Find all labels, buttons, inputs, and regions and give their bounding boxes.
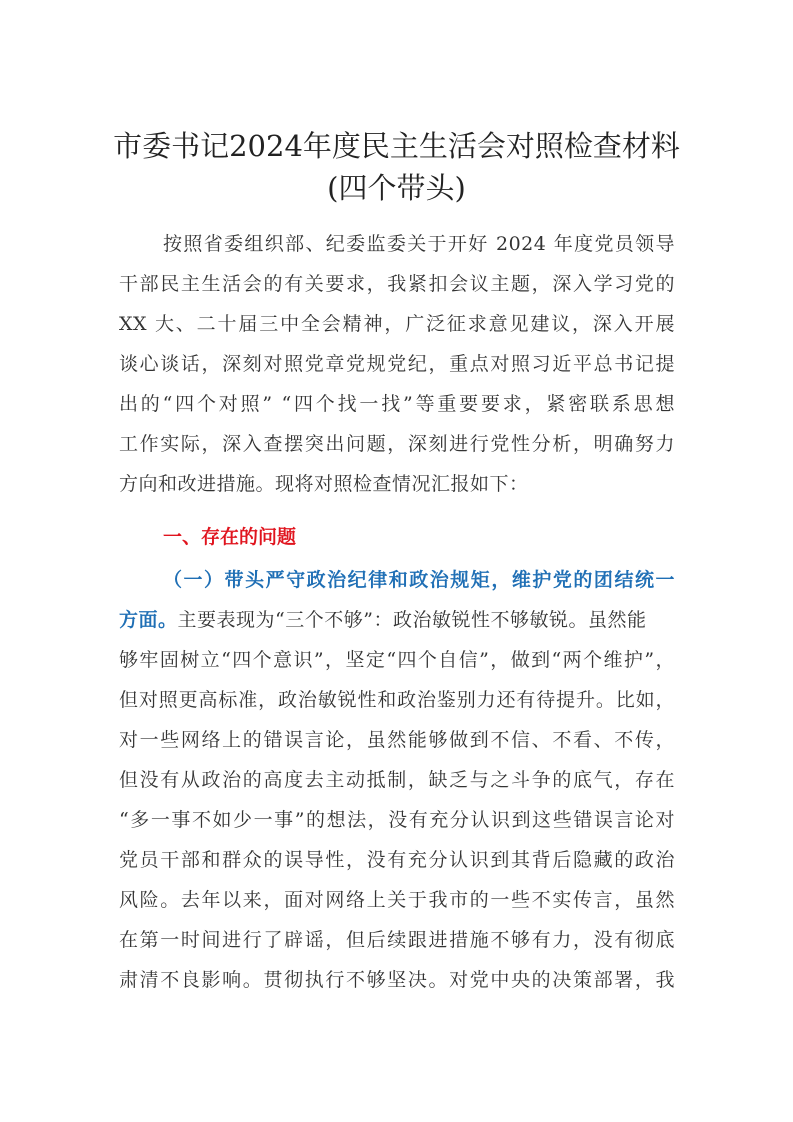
text-line: 党员干部和群众的误导性，没有充分认识到其背后隐藏的政治 [119, 849, 675, 871]
section-heading: 一、存在的问题 [163, 526, 297, 548]
text-run: 主要表现为“三个不够”：政治敏锐性不够敏锐。虽然能 [177, 609, 647, 631]
text-line: 干部民主生活会的有关要求，我紧扣会议主题，深入学习党的 [119, 273, 675, 295]
subsection-heading: （一）带头严守政治纪律和政治规矩，维护党的团结统一 [163, 569, 675, 591]
text-line: 方向和改进措施。现将对照检查情况汇报如下： [119, 473, 529, 495]
text-line [119, 606, 675, 634]
text-line: 在第一时间进行了辟谣，但后续跟进措施不够有力，没有彻底 [119, 929, 675, 951]
text-line: 对一些网络上的错误言论，虽然能够做到不信、不看、不传， [119, 729, 675, 751]
document-title: 市委书记2024年度民主生活会对照检查材料 [113, 129, 680, 163]
text-line: 按照省委组织部、纪委监委关于开好 2024 年度党员领导 [163, 233, 675, 255]
text-line: 谈心谈话，深刻对照党章党规党纪，重点对照习近平总书记提 [119, 353, 675, 375]
text-line: 但没有从政治的高度去主动抵制，缺乏与之斗争的底气，存在 [119, 769, 675, 791]
document-subtitle: (四个带头) [327, 171, 466, 205]
text-line: “多一事不如少一事”的想法，没有充分认识到这些错误言论对 [119, 809, 675, 831]
text-line: 风险。去年以来，面对网络上关于我市的一些不实传言，虽然 [119, 889, 675, 911]
text-line: 够牢固树立“四个意识”，坚定“四个自信”，做到“两个维护”， [119, 649, 675, 671]
text-line: 出的“四个对照” “四个找一找”等重要要求，紧密联系思想 [119, 393, 675, 415]
text-line: 肃清不良影响。贯彻执行不够坚决。对党中央的决策部署，我 [119, 969, 675, 991]
text-line: 但对照更高标准，政治敏锐性和政治鉴别力还有待提升。比如， [119, 689, 675, 711]
text-line: XX 大、二十届三中全会精神，广泛征求意见建议，深入开展 [119, 313, 675, 335]
text-line: 工作实际，深入查摆突出问题，深刻进行党性分析，明确努力 [119, 433, 675, 455]
subsection-heading-end: 方面。 [119, 609, 178, 631]
